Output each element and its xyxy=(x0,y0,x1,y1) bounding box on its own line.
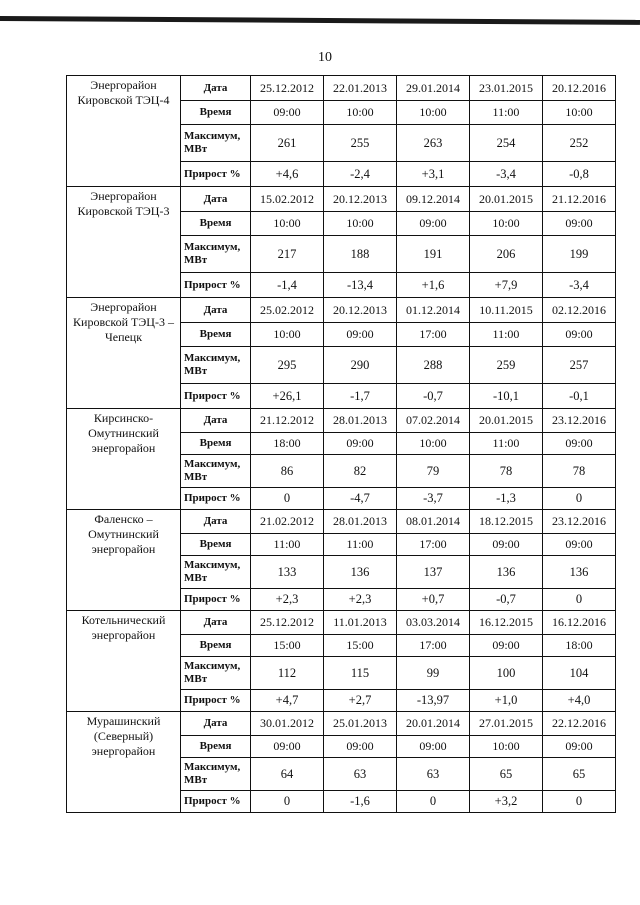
cell-date: 25.02.2012 xyxy=(251,298,324,323)
region-name: Котельнический энергорайон xyxy=(67,611,181,712)
cell-date: 01.12.2014 xyxy=(397,298,470,323)
cell-growth: 0 xyxy=(543,488,616,510)
row-label-date: Дата xyxy=(181,712,251,736)
cell-date: 22.01.2013 xyxy=(324,76,397,101)
cell-growth: -4,7 xyxy=(324,488,397,510)
cell-max: 136 xyxy=(470,556,543,589)
row-label-date: Дата xyxy=(181,76,251,101)
cell-date: 20.12.2016 xyxy=(543,76,616,101)
table-row-date xyxy=(67,409,616,433)
cell-max: 115 xyxy=(324,657,397,690)
cell-max: 78 xyxy=(470,455,543,488)
cell-time: 09:00 xyxy=(251,101,324,125)
row-label-growth: Прирост % xyxy=(181,384,251,409)
cell-growth: +2,7 xyxy=(324,690,397,712)
cell-max: 255 xyxy=(324,125,397,162)
cell-time: 10:00 xyxy=(397,433,470,455)
cell-time: 09:00 xyxy=(324,433,397,455)
table-row-date xyxy=(67,76,616,101)
cell-time: 09:00 xyxy=(397,212,470,236)
cell-time: 17:00 xyxy=(397,635,470,657)
cell-date: 21.12.2016 xyxy=(543,187,616,212)
cell-date: 27.01.2015 xyxy=(470,712,543,736)
cell-date: 11.01.2013 xyxy=(324,611,397,635)
cell-date: 16.12.2015 xyxy=(470,611,543,635)
row-label-growth: Прирост % xyxy=(181,273,251,298)
cell-max: 79 xyxy=(397,455,470,488)
cell-time: 11:00 xyxy=(324,534,397,556)
cell-growth: -3,7 xyxy=(397,488,470,510)
cell-max: 257 xyxy=(543,347,616,384)
row-label-max: Максимум, МВт xyxy=(181,125,251,162)
cell-growth: -0,7 xyxy=(470,589,543,611)
cell-date: 25.01.2013 xyxy=(324,712,397,736)
table-row-date xyxy=(67,298,616,323)
region-name: Энергорайон Кировской ТЭЦ-4 xyxy=(67,76,181,187)
cell-growth: -3,4 xyxy=(470,162,543,187)
cell-growth: -3,4 xyxy=(543,273,616,298)
cell-max: 263 xyxy=(397,125,470,162)
cell-date: 28.01.2013 xyxy=(324,510,397,534)
cell-growth: +1,6 xyxy=(397,273,470,298)
cell-growth: +1,0 xyxy=(470,690,543,712)
cell-time: 09:00 xyxy=(470,635,543,657)
cell-max: 86 xyxy=(251,455,324,488)
page-number: 10 xyxy=(318,50,332,65)
row-label-max: Максимум, МВт xyxy=(181,236,251,273)
cell-date: 18.12.2015 xyxy=(470,510,543,534)
row-label-max: Максимум, МВт xyxy=(181,556,251,589)
region-name: Энергорайон Кировской ТЭЦ-3 – Чепецк xyxy=(67,298,181,409)
cell-growth: -1,3 xyxy=(470,488,543,510)
cell-time: 10:00 xyxy=(543,101,616,125)
cell-time: 09:00 xyxy=(543,534,616,556)
cell-time: 11:00 xyxy=(470,433,543,455)
row-label-max: Максимум, МВт xyxy=(181,455,251,488)
cell-max: 295 xyxy=(251,347,324,384)
cell-growth: -1,6 xyxy=(324,791,397,813)
cell-time: 09:00 xyxy=(543,736,616,758)
cell-growth: -13,97 xyxy=(397,690,470,712)
row-label-date: Дата xyxy=(181,409,251,433)
cell-date: 09.12.2014 xyxy=(397,187,470,212)
cell-growth: 0 xyxy=(251,791,324,813)
cell-max: 290 xyxy=(324,347,397,384)
cell-max: 65 xyxy=(470,758,543,791)
cell-max: 64 xyxy=(251,758,324,791)
row-label-time: Время xyxy=(181,534,251,556)
region-name: Фаленско – Омутнинский энергорайон xyxy=(67,510,181,611)
cell-time: 10:00 xyxy=(251,323,324,347)
cell-date: 10.11.2015 xyxy=(470,298,543,323)
cell-growth: 0 xyxy=(543,791,616,813)
cell-max: 259 xyxy=(470,347,543,384)
cell-growth: -1,4 xyxy=(251,273,324,298)
cell-growth: +3,1 xyxy=(397,162,470,187)
energy-district-table xyxy=(66,75,616,813)
table-row-date xyxy=(67,712,616,736)
cell-time: 17:00 xyxy=(397,534,470,556)
cell-growth: +2,3 xyxy=(251,589,324,611)
row-label-time: Время xyxy=(181,323,251,347)
cell-max: 104 xyxy=(543,657,616,690)
cell-time: 09:00 xyxy=(397,736,470,758)
cell-time: 18:00 xyxy=(543,635,616,657)
cell-time: 10:00 xyxy=(324,212,397,236)
row-label-growth: Прирост % xyxy=(181,488,251,510)
cell-growth: +2,3 xyxy=(324,589,397,611)
cell-growth: -10,1 xyxy=(470,384,543,409)
cell-time: 10:00 xyxy=(251,212,324,236)
cell-date: 07.02.2014 xyxy=(397,409,470,433)
cell-date: 03.03.2014 xyxy=(397,611,470,635)
row-label-date: Дата xyxy=(181,611,251,635)
cell-date: 23.01.2015 xyxy=(470,76,543,101)
region-name: Энергорайон Кировской ТЭЦ-3 xyxy=(67,187,181,298)
cell-date: 20.12.2013 xyxy=(324,187,397,212)
row-label-growth: Прирост % xyxy=(181,791,251,813)
table-row-date xyxy=(67,611,616,635)
cell-time: 10:00 xyxy=(470,212,543,236)
cell-date: 20.01.2014 xyxy=(397,712,470,736)
cell-time: 09:00 xyxy=(324,736,397,758)
cell-growth: +4,7 xyxy=(251,690,324,712)
table-row-date xyxy=(67,510,616,534)
cell-max: 78 xyxy=(543,455,616,488)
row-label-growth: Прирост % xyxy=(181,162,251,187)
row-label-growth: Прирост % xyxy=(181,589,251,611)
cell-max: 252 xyxy=(543,125,616,162)
cell-max: 63 xyxy=(324,758,397,791)
row-label-time: Время xyxy=(181,635,251,657)
cell-date: 16.12.2016 xyxy=(543,611,616,635)
cell-date: 25.12.2012 xyxy=(251,611,324,635)
cell-time: 09:00 xyxy=(324,323,397,347)
cell-growth: -0,1 xyxy=(543,384,616,409)
cell-growth: 0 xyxy=(251,488,324,510)
cell-date: 21.02.2012 xyxy=(251,510,324,534)
cell-max: 191 xyxy=(397,236,470,273)
cell-date: 29.01.2014 xyxy=(397,76,470,101)
cell-growth: -0,8 xyxy=(543,162,616,187)
row-label-max: Максимум, МВт xyxy=(181,347,251,384)
row-label-time: Время xyxy=(181,433,251,455)
cell-time: 10:00 xyxy=(470,736,543,758)
row-label-max: Максимум, МВт xyxy=(181,758,251,791)
cell-time: 09:00 xyxy=(543,323,616,347)
cell-growth: -2,4 xyxy=(324,162,397,187)
cell-date: 23.12.2016 xyxy=(543,409,616,433)
cell-date: 28.01.2013 xyxy=(324,409,397,433)
cell-growth: +3,2 xyxy=(470,791,543,813)
cell-date: 25.12.2012 xyxy=(251,76,324,101)
cell-date: 15.02.2012 xyxy=(251,187,324,212)
cell-max: 206 xyxy=(470,236,543,273)
row-label-date: Дата xyxy=(181,187,251,212)
cell-date: 20.01.2015 xyxy=(470,409,543,433)
cell-date: 02.12.2016 xyxy=(543,298,616,323)
row-label-date: Дата xyxy=(181,298,251,323)
region-name: Кирсинско-Омутнинский энергорайон xyxy=(67,409,181,510)
cell-max: 217 xyxy=(251,236,324,273)
cell-growth: +7,9 xyxy=(470,273,543,298)
cell-max: 133 xyxy=(251,556,324,589)
cell-max: 261 xyxy=(251,125,324,162)
cell-growth: -13,4 xyxy=(324,273,397,298)
cell-date: 21.12.2012 xyxy=(251,409,324,433)
cell-time: 17:00 xyxy=(397,323,470,347)
cell-growth: 0 xyxy=(397,791,470,813)
cell-time: 11:00 xyxy=(470,101,543,125)
cell-time: 09:00 xyxy=(251,736,324,758)
cell-max: 65 xyxy=(543,758,616,791)
cell-time: 11:00 xyxy=(470,323,543,347)
row-label-time: Время xyxy=(181,736,251,758)
cell-date: 20.01.2015 xyxy=(470,187,543,212)
cell-time: 10:00 xyxy=(324,101,397,125)
cell-max: 136 xyxy=(543,556,616,589)
cell-growth: +0,7 xyxy=(397,589,470,611)
row-label-max: Максимум, МВт xyxy=(181,657,251,690)
cell-time: 09:00 xyxy=(470,534,543,556)
cell-growth: 0 xyxy=(543,589,616,611)
cell-max: 112 xyxy=(251,657,324,690)
cell-time: 09:00 xyxy=(543,212,616,236)
cell-max: 100 xyxy=(470,657,543,690)
row-label-date: Дата xyxy=(181,510,251,534)
cell-time: 11:00 xyxy=(251,534,324,556)
cell-max: 136 xyxy=(324,556,397,589)
cell-growth: +4,0 xyxy=(543,690,616,712)
cell-growth: +26,1 xyxy=(251,384,324,409)
row-label-growth: Прирост % xyxy=(181,690,251,712)
cell-max: 199 xyxy=(543,236,616,273)
cell-max: 188 xyxy=(324,236,397,273)
cell-max: 288 xyxy=(397,347,470,384)
region-name: Мурашинский (Северный) энергорайон xyxy=(67,712,181,813)
cell-date: 08.01.2014 xyxy=(397,510,470,534)
cell-date: 23.12.2016 xyxy=(543,510,616,534)
cell-time: 15:00 xyxy=(251,635,324,657)
row-label-time: Время xyxy=(181,212,251,236)
cell-growth: -0,7 xyxy=(397,384,470,409)
cell-max: 63 xyxy=(397,758,470,791)
cell-max: 254 xyxy=(470,125,543,162)
cell-date: 20.12.2013 xyxy=(324,298,397,323)
cell-time: 09:00 xyxy=(543,433,616,455)
cell-date: 30.01.2012 xyxy=(251,712,324,736)
cell-growth: -1,7 xyxy=(324,384,397,409)
cell-max: 82 xyxy=(324,455,397,488)
cell-time: 10:00 xyxy=(397,101,470,125)
cell-time: 15:00 xyxy=(324,635,397,657)
row-label-time: Время xyxy=(181,101,251,125)
cell-max: 99 xyxy=(397,657,470,690)
table-row-date xyxy=(67,187,616,212)
cell-date: 22.12.2016 xyxy=(543,712,616,736)
cell-growth: +4,6 xyxy=(251,162,324,187)
scan-edge-bar xyxy=(0,16,640,25)
cell-time: 18:00 xyxy=(251,433,324,455)
cell-max: 137 xyxy=(397,556,470,589)
